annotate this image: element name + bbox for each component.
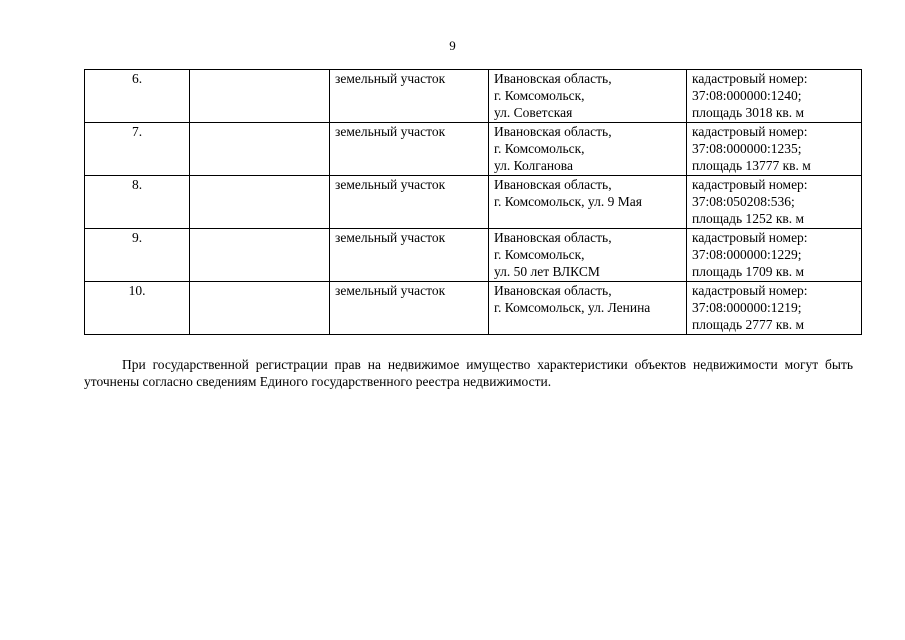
address-line: Ивановская область, [494, 124, 612, 139]
details-line: 37:08:000000:1240; [692, 88, 802, 103]
table-row [85, 229, 862, 282]
object-type-cell: земельный участок [330, 123, 489, 176]
address-line: г. Комсомольск, ул. 9 Мая [494, 194, 642, 209]
cadastral-details-cell [687, 176, 862, 229]
details-line: кадастровый номер: [692, 177, 808, 192]
table-row [85, 176, 862, 229]
table-row [85, 282, 862, 335]
details-line: 37:08:050208:536; [692, 194, 795, 209]
table-row [85, 70, 862, 123]
address-cell [489, 176, 687, 229]
cadastral-details-cell [687, 70, 862, 123]
cadastral-details-cell [687, 282, 862, 335]
address-line: Ивановская область, [494, 283, 612, 298]
object-type-cell: земельный участок [330, 70, 489, 123]
object-type-cell: земельный участок [330, 229, 489, 282]
details-line: 37:08:000000:1229; [692, 247, 802, 262]
address-cell [489, 229, 687, 282]
details-line: 37:08:000000:1219; [692, 300, 802, 315]
row-number-cell: 9. [85, 229, 190, 282]
row-number-cell: 10. [85, 282, 190, 335]
object-type-cell: земельный участок [330, 176, 489, 229]
details-line: площадь 2777 кв. м [692, 317, 805, 332]
table-row [85, 123, 862, 176]
address-line: г. Комсомольск, [494, 247, 585, 262]
object-name-cell [190, 229, 330, 282]
details-line: площадь 13777 кв. м [692, 158, 811, 173]
address-cell [489, 282, 687, 335]
address-line: г. Комсомольск, [494, 141, 585, 156]
address-cell [489, 70, 687, 123]
row-number-cell: 8. [85, 176, 190, 229]
cadastral-details-cell [687, 229, 862, 282]
address-line: ул. Советская [494, 105, 573, 120]
row-number-cell: 6. [85, 70, 190, 123]
details-line: кадастровый номер: [692, 283, 808, 298]
row-number-cell: 7. [85, 123, 190, 176]
address-cell [489, 123, 687, 176]
table-body [85, 70, 862, 335]
details-line: 37:08:000000:1235; [692, 141, 802, 156]
details-line: площадь 3018 кв. м [692, 105, 805, 120]
address-line: Ивановская область, [494, 230, 612, 245]
details-line: кадастровый номер: [692, 71, 808, 86]
address-line: г. Комсомольск, ул. Ленина [494, 300, 651, 315]
address-line: ул. 50 лет ВЛКСМ [494, 264, 600, 279]
address-line: Ивановская область, [494, 71, 612, 86]
footnote-paragraph: При государственной регистрации прав на недвижимое имущество характеристики объектов недвижимости могут быть уточнены согласно сведениям Единого государственного реестра недвижимости. [84, 357, 853, 389]
object-name-cell [190, 176, 330, 229]
object-name-cell [190, 282, 330, 335]
address-line: ул. Колганова [494, 158, 573, 173]
details-line: площадь 1709 кв. м [692, 264, 805, 279]
object-type-cell: земельный участок [330, 282, 489, 335]
details-line: кадастровый номер: [692, 124, 808, 139]
page-number: 9 [449, 38, 456, 53]
object-name-cell [190, 123, 330, 176]
details-line: кадастровый номер: [692, 230, 808, 245]
cadastral-details-cell [687, 123, 862, 176]
address-line: Ивановская область, [494, 177, 612, 192]
property-table [84, 69, 862, 335]
object-name-cell [190, 70, 330, 123]
details-line: площадь 1252 кв. м [692, 211, 805, 226]
address-line: г. Комсомольск, [494, 88, 585, 103]
